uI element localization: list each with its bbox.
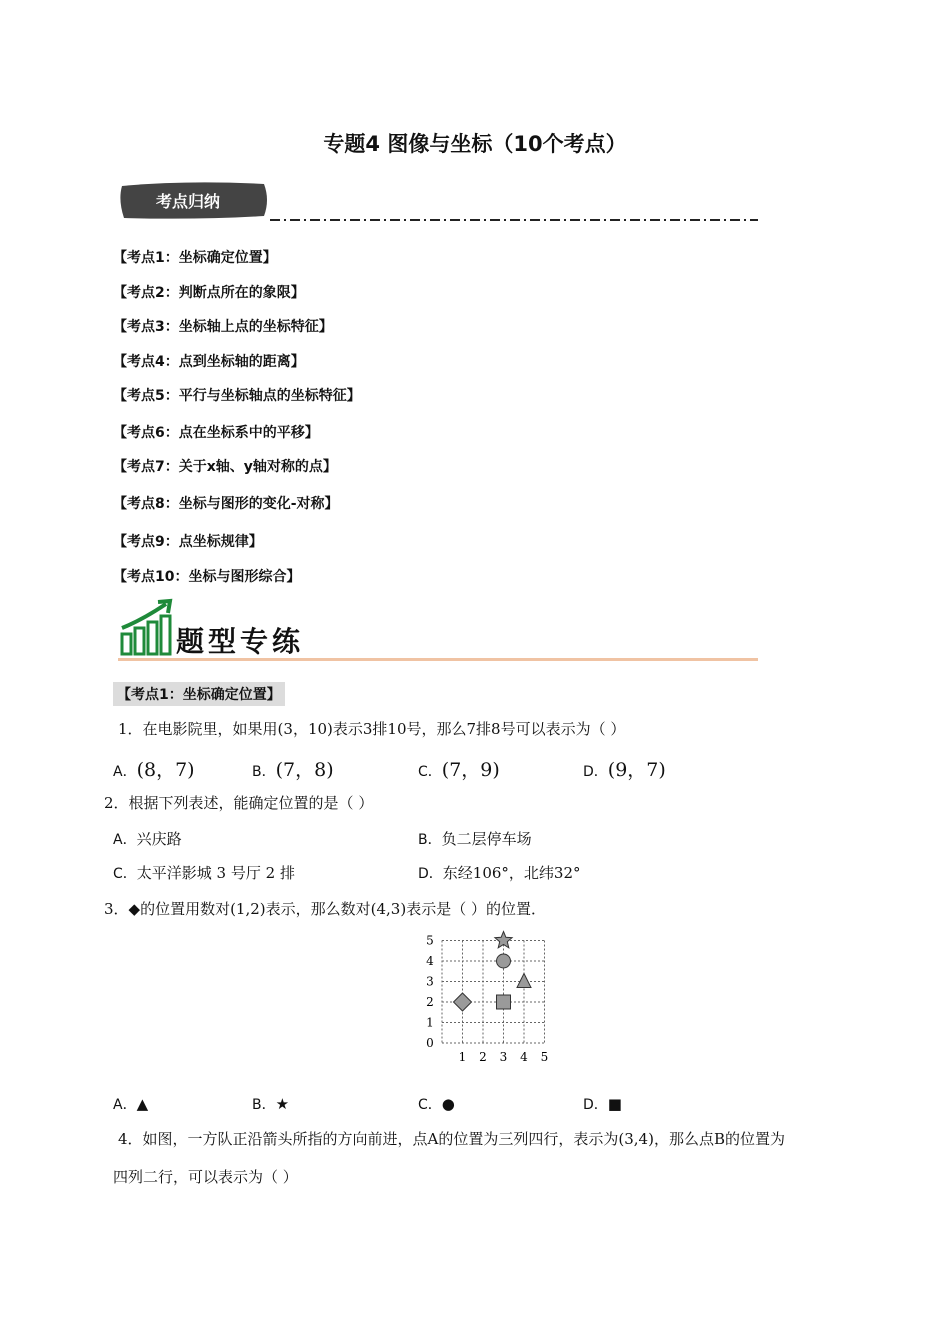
q2-option-d	[418, 862, 581, 883]
option-letter: B．	[418, 832, 442, 848]
banner-label: 考点归纳	[156, 192, 221, 211]
q2-option-a	[113, 828, 182, 849]
option-letter: D．	[418, 866, 443, 882]
option-value: 太平洋影城 3 号厅 2 排	[136, 864, 295, 882]
option-letter: D．	[583, 764, 608, 780]
kaodian-banner	[118, 180, 270, 220]
option-letter: A．	[113, 832, 137, 848]
triangle-shape	[517, 974, 531, 988]
q3-option-b	[252, 1094, 289, 1114]
q3-option-d	[583, 1094, 622, 1114]
kaodian-item: 【考点6：点在坐标系中的平移】	[113, 425, 319, 441]
circle-shape	[497, 954, 511, 968]
option-value: 东经106°，北纬32°	[442, 864, 581, 882]
option-letter: B．	[252, 764, 276, 780]
orange-divider	[118, 658, 758, 661]
triangle-icon: ▲	[136, 1095, 149, 1113]
y-tick-label: 1	[426, 1015, 434, 1030]
section-tag: 【考点1：坐标确定位置】	[113, 682, 285, 706]
kaodian-item: 【考点1：坐标确定位置】	[113, 250, 277, 266]
star-icon: ★	[275, 1095, 290, 1113]
q3-option-c	[418, 1094, 455, 1114]
kaodian-item: 【考点8：坐标与图形的变化-对称】	[113, 496, 339, 512]
option-letter: B．	[252, 1097, 276, 1113]
q1-option-d	[583, 755, 666, 782]
kaodian-item: 【考点5：平行与坐标轴点的坐标特征】	[113, 388, 361, 404]
option-value: (7，8)	[275, 759, 334, 781]
dashed-divider	[270, 219, 758, 221]
kaodian-item: 【考点10：坐标与图形综合】	[113, 569, 301, 585]
x-tick-label: 4	[520, 1050, 528, 1064]
option-letter: D．	[583, 1097, 608, 1113]
question-3: 3．◆的位置用数对(1,2)表示，那么数对(4,3)表示是（ ）的位置．	[104, 900, 546, 918]
y-tick-label: 5	[426, 933, 434, 948]
x-tick-label: 5	[540, 1050, 549, 1064]
question-2: 2．根据下列表述，能确定位置的是（ ）	[104, 794, 374, 812]
q2-option-c	[113, 862, 295, 883]
kaodian-item: 【考点2：判断点所在的象限】	[113, 285, 305, 301]
q1-option-a	[113, 755, 195, 782]
practice-title: 题型专练	[176, 625, 305, 658]
q3-option-a	[113, 1094, 148, 1114]
y-tick-label: 2	[426, 995, 434, 1009]
x-tick-label: 2	[479, 1050, 487, 1064]
square-icon: ■	[607, 1095, 622, 1113]
q1-option-c	[418, 755, 500, 782]
option-letter: C．	[113, 866, 137, 882]
option-value: 兴庆路	[136, 830, 182, 848]
y-tick-label: 3	[426, 974, 434, 989]
y-tick-label: 4	[426, 954, 434, 968]
growth-chart-icon	[118, 598, 178, 658]
option-value: (7，9)	[441, 759, 500, 781]
circle-icon: ●	[441, 1095, 455, 1113]
option-value: (9，7)	[607, 759, 666, 781]
x-tick-label: 1	[458, 1050, 467, 1064]
diamond-shape	[454, 993, 472, 1011]
q2-option-b	[418, 828, 532, 849]
option-letter: A．	[113, 1097, 137, 1113]
coordinate-grid	[420, 930, 560, 1065]
option-value: (8，7)	[136, 759, 195, 781]
option-letter: A．	[113, 764, 137, 780]
y-tick-label: 0	[426, 1036, 434, 1050]
kaodian-item: 【考点4：点到坐标轴的距离】	[113, 354, 305, 370]
kaodian-item: 【考点3：坐标轴上点的坐标特征】	[113, 319, 333, 335]
option-letter: C．	[418, 764, 442, 780]
question-1: 1．在电影院里，如果用(3，10)表示3排10号，那么7排8号可以表示为（ ）	[118, 720, 626, 738]
kaodian-item: 【考点9：点坐标规律】	[113, 534, 263, 550]
option-value: 负二层停车场	[441, 830, 532, 848]
q1-option-b	[252, 755, 334, 782]
question-4-line-1: 4．如图，一方队正沿箭头所指的方向前进，点A的位置为三列四行，表示为(3,4)，那么点B的位置为	[118, 1130, 785, 1148]
x-tick-label: 3	[499, 1050, 508, 1064]
page-title: 专题4 图像与坐标（10个考点）	[323, 132, 627, 156]
kaodian-item: 【考点7：关于x轴、y轴对称的点】	[113, 459, 337, 475]
square-shape	[497, 995, 511, 1009]
option-letter: C．	[418, 1097, 442, 1113]
question-4-line-2: 四列二行，可以表示为（ ）	[113, 1168, 298, 1186]
